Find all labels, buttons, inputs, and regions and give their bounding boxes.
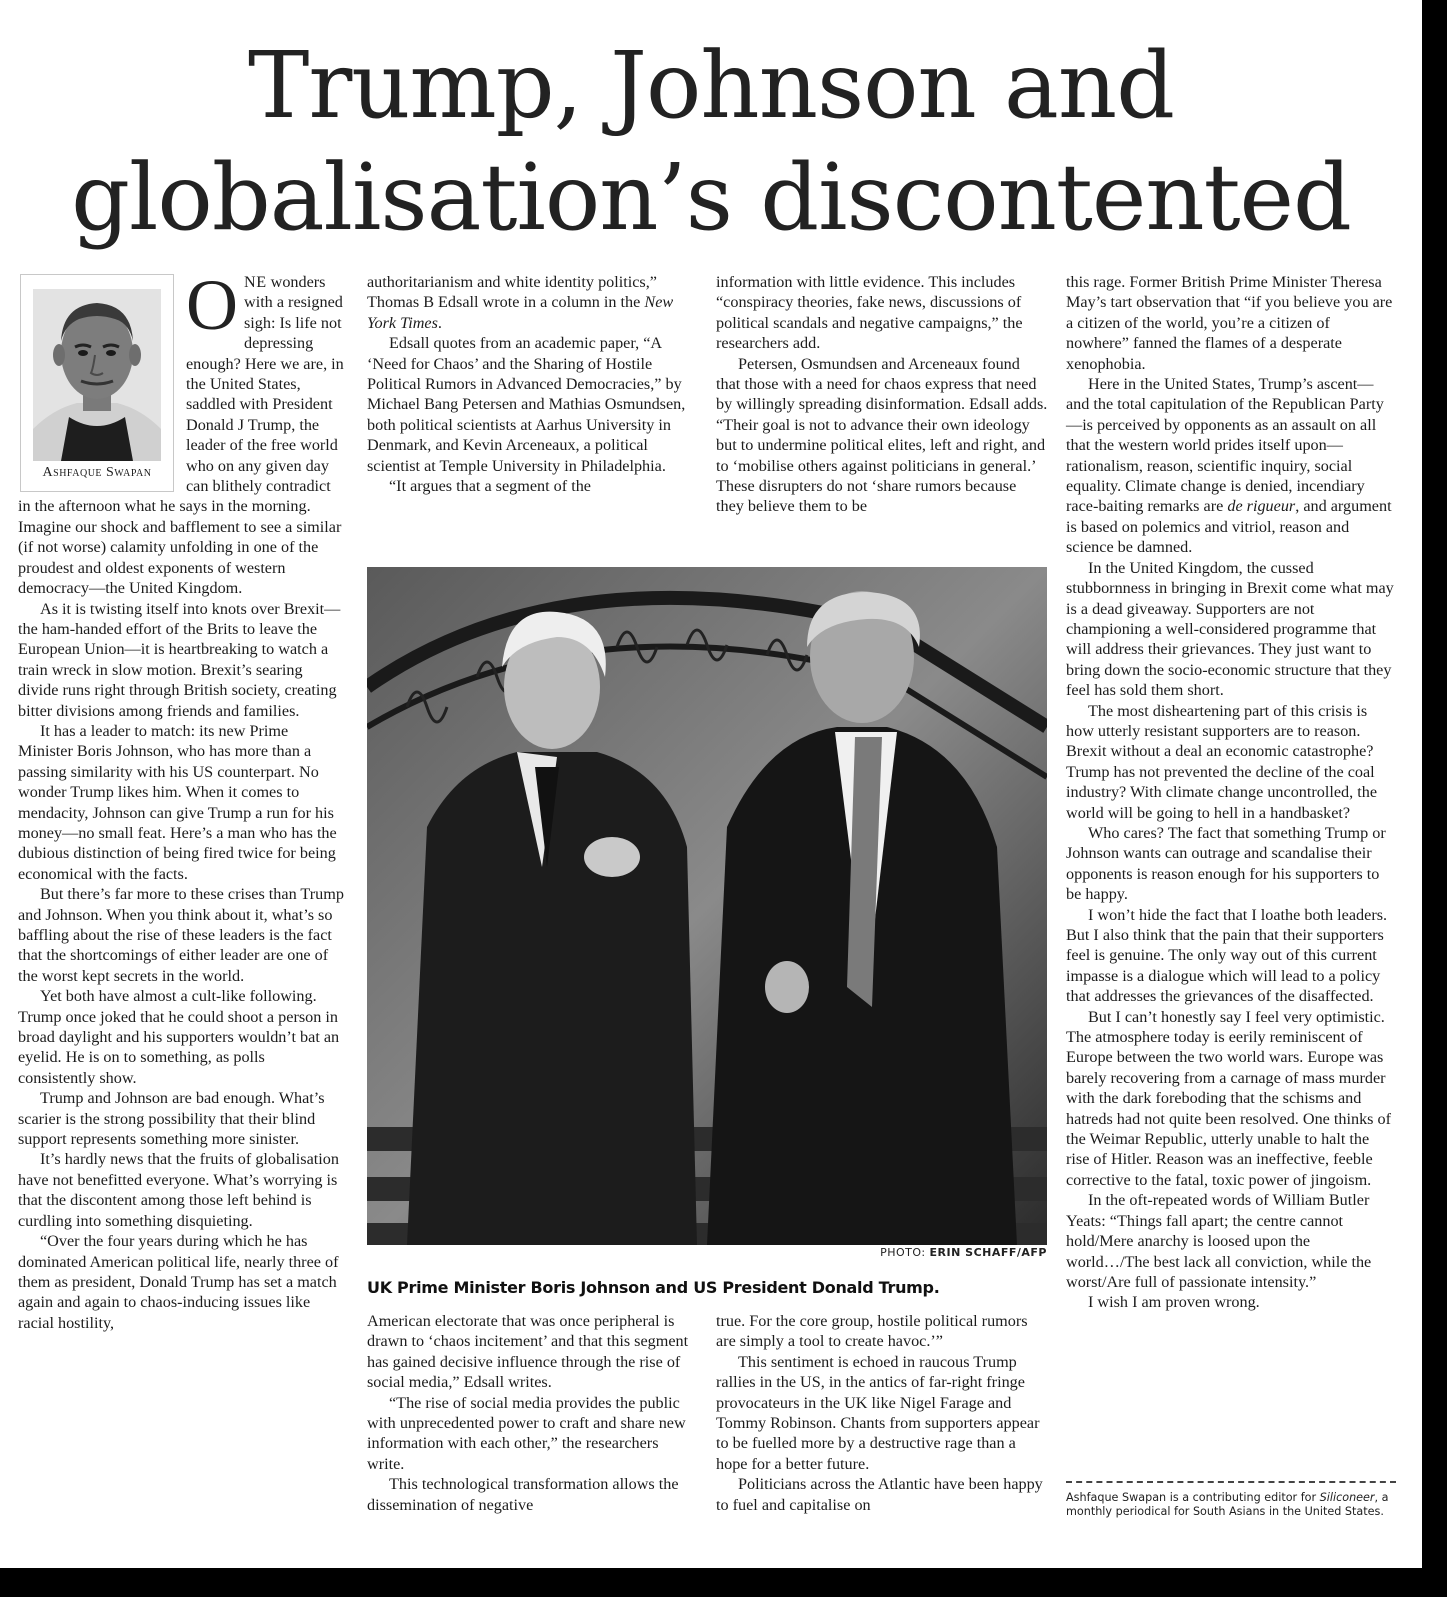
paragraph-text: . — [437, 313, 442, 332]
two-men-standing-photo — [367, 567, 1047, 1245]
article-paragraph: this rage. Former British Prime Minister Theresa May’s tart observation that “if you believe you are a citizen of the world, you’re a citizen of nowhere” fanned the flames of a desperate xenophobia. — [1066, 273, 1393, 373]
article-paragraph: Politicians across the Atlantic have been happy to fuel and capitalise on — [716, 1475, 1043, 1514]
article-paragraph: It has a leader to match: its new Prime Minister Boris Johnson, who has more than a passing similarity with his US counterpart. No wonder Trump likes him. When it comes to mendacity, Johnson can give Trump a run for his money—no small feat. Here’s a man who has the dubious distinction of being fired twice for being economical with the facts. — [18, 721, 337, 883]
article-paragraph: true. For the core group, hostile political rumors are simply a tool to create havoc.’” — [716, 1312, 1028, 1351]
article-column-3 — [716, 272, 1048, 517]
article-paragraph: As it is twisting itself into knots over Brexit—the ham-handed effort of the Brits to leave the European Union—it is heartbreaking to watch a train wreck in slow motion. Brexit’s searing divide runs right through British society, creating bitter divisions among friends and families. — [18, 599, 341, 720]
article-paragraph: This sentiment is echoed in raucous Trump rallies in the US, in the antics of far-right fringe provocateurs in the UK like Nigel Farage and Tommy Robinson. Chants from supporters appear to be fuelled more by a destructive rage than a hope for a better future. — [716, 1352, 1040, 1473]
article-paragraph: This technological transformation allows the dissemination of negative — [367, 1475, 679, 1514]
article-paragraph: information with little evidence. This includes “conspiracy theories, fake news, discussions of political scandals and negative campaigns,” the researchers add. — [716, 273, 1023, 353]
article-paragraph: The most disheartening part of this crisis is how utterly resistant supporters are to reason. Brexit without a deal an economic catastrophe? Trump has not prevented the decline of the coal industry? With climate change uncontrolled, the world will be going to hell in a handbasket? — [1066, 701, 1378, 822]
article-column-2 — [367, 272, 697, 496]
article-paragraph: But there’s far more to these crises than Trump and Johnson. When you think about it, what’s so baffling about the rise of these leaders is the fact that the shortcomings of either leader are one of the worst kept secrets in the world. — [18, 885, 344, 985]
article-paragraph — [1066, 374, 1396, 558]
paragraph-text: wonders with a resigned sigh: Is life not depressing enough? Here we are, in the United States, saddled with President Donald J Trump, the leader of the free world who on any given day can blithely contradict in the afternoon what he says in the morning. Imagine our shock and bafflement to see a similar (if not worse) calamity unfolding in one of the proudest and oldest exponents of western democracy—the United Kingdom. — [18, 273, 344, 598]
photo-credit-prefix: PHOTO: — [880, 1246, 930, 1259]
article-column-4 — [1066, 272, 1396, 1313]
photo-credit-name: ERIN SCHAFF/AFP — [929, 1246, 1047, 1259]
article-paragraph: It’s hardly news that the fruits of globalisation have not benefitted everyone. What’s worrying is that the discontent among those left behind is curdling into something disquieting. — [18, 1150, 339, 1230]
drop-cap: O — [186, 265, 238, 345]
paragraph-text: , and argument is based on polemics and vitriol, reason and science be damned. — [1066, 497, 1392, 557]
article-paragraph: Yet both have almost a cult-like following. Trump once joked that he could shoot a person in broad daylight and his supporters wouldn’t bat an eyelid. He is on to something, as polls consistently show. — [18, 987, 340, 1087]
paragraph-text: authoritarianism and white identity politics,” Thomas B Edsall wrote in a column in the — [367, 273, 657, 312]
author-box — [20, 274, 174, 492]
photo-caption: UK Prime Minister Boris Johnson and US President Donald Trump. — [367, 1278, 940, 1297]
author-name: Ashfaque Swapan — [42, 464, 152, 480]
article-paragraph: American electorate that was once peripheral is drawn to ‘chaos incitement’ and that this segment has gained decisive influence through the rise of social media,” Edsall writes. — [367, 1312, 689, 1392]
bio-text: Ashfaque Swapan is a contributing editor for — [1066, 1491, 1320, 1504]
article-column-3-continued — [716, 1311, 1048, 1515]
article-paragraph — [367, 272, 697, 333]
lead-in-caps: NE — [244, 273, 267, 291]
article-paragraph: Petersen, Osmundsen and Arceneaux found that those with a need for chaos express that need by willingly spreading disinformation. Edsall adds. “Their goal is not to advance their own ideology but to undermine political elites, left and right, and to ‘mobilise others against politicians in general.’ These disrupters do not ‘share rumors because they believe them to be — [716, 354, 1048, 516]
article-paragraph: “The rise of social media provides the public with unprecedented power to craft and share new information with each other,” the researchers write. — [367, 1393, 686, 1473]
article-paragraph: In the oft-repeated words of William Butler Yeats: “Things fall apart; the centre cannot hold/Mere anarchy is loosed upon the world…/The best lack all conviction, while the worst/Are full of passionate intensity.” — [1066, 1191, 1372, 1291]
article-paragraph: Edsall quotes from an academic paper, “A ‘Need for Chaos’ and the Sharing of Hostile Political Rumors in Advanced Democracies,” by Michael Bang Petersen and Mathias Osmundsen, both political scientists at Aarhus University in Denmark, and Kevin Arceneaux, a political scientist at Temple University in Philadelphia. — [367, 334, 686, 475]
bio-text: , a monthly periodical for South Asians in the United States. — [1066, 1491, 1389, 1518]
article-column-1 — [18, 265, 344, 1333]
article-column-2-continued — [367, 1311, 697, 1515]
publication-name: New York Times — [367, 293, 674, 332]
headline-line-2: globalisation’s discontented — [71, 144, 1351, 251]
headline — [0, 30, 1422, 254]
italic-phrase: de rigueur — [1227, 497, 1296, 516]
photo-credit — [367, 1246, 1047, 1259]
article-paragraph: Who cares? The fact that something Trump or Johnson wants can outrage and scandalise their opponents is reason enough for his supporters to be happy. — [1066, 823, 1386, 904]
paragraph-text: Here in the United States, Trump’s ascent—and the total capitulation of the Republican Party—is perceived by opponents as an assault on all that the western world prides itself upon—rationalism, reason, scientific inquiry, social equality. Climate change is denied, incendiary race-baiting remarks are — [1066, 375, 1384, 516]
publication-name: Siliconeer — [1319, 1491, 1375, 1504]
headline-line-1: Trump, Johnson and — [247, 32, 1175, 139]
author-portrait — [33, 289, 161, 461]
article-paragraph: But I can’t honestly say I feel very optimistic. The atmosphere today is eerily reminiscent of Europe between the two world wars. Europe was barely recovering from a carnage of mass murder with the dark foreboding that the schisms and hatreds had not quite been resolved. One thinks of the Weimar Republic, utterly unable to halt the rise of Hitler. Reason was an ineffective, feeble corrective to the fatal, toxic power of jingoism. — [1066, 1007, 1392, 1189]
article-paragraph: I wish I am proven wrong. — [1088, 1293, 1260, 1312]
article-paragraph: In the United Kingdom, the cussed stubbornness in bringing in Brexit come what may is a dead giveaway. Supporters are not championing a well-considered programme that will address their grievances. They just want to bring down the socio-economic structure that they feel has sold them short. — [1066, 558, 1394, 700]
bio-divider — [1066, 1481, 1396, 1483]
article-paragraph: I won’t hide the fact that I loathe both leaders. But I also think that the pain that their supporters feel is genuine. The only way out of this current impasse is a dialogue which will lead to a policy that addresses the grievances of the disaffected. — [1066, 905, 1388, 1006]
news-photo — [367, 567, 1047, 1245]
author-bio — [1066, 1491, 1396, 1519]
author-photo — [33, 289, 161, 461]
article-paragraph: “It argues that a segment of the — [389, 477, 591, 496]
article-paragraph: Trump and Johnson are bad enough. What’s scarier is the strong possibility that their blind support represents something more sinister. — [18, 1089, 325, 1149]
article-paragraph: “Over the four years during which he has dominated American political life, nearly three of them as president, Donald Trump has set a match again and again to chaos-inducing issues like racial hostility, — [18, 1232, 339, 1332]
